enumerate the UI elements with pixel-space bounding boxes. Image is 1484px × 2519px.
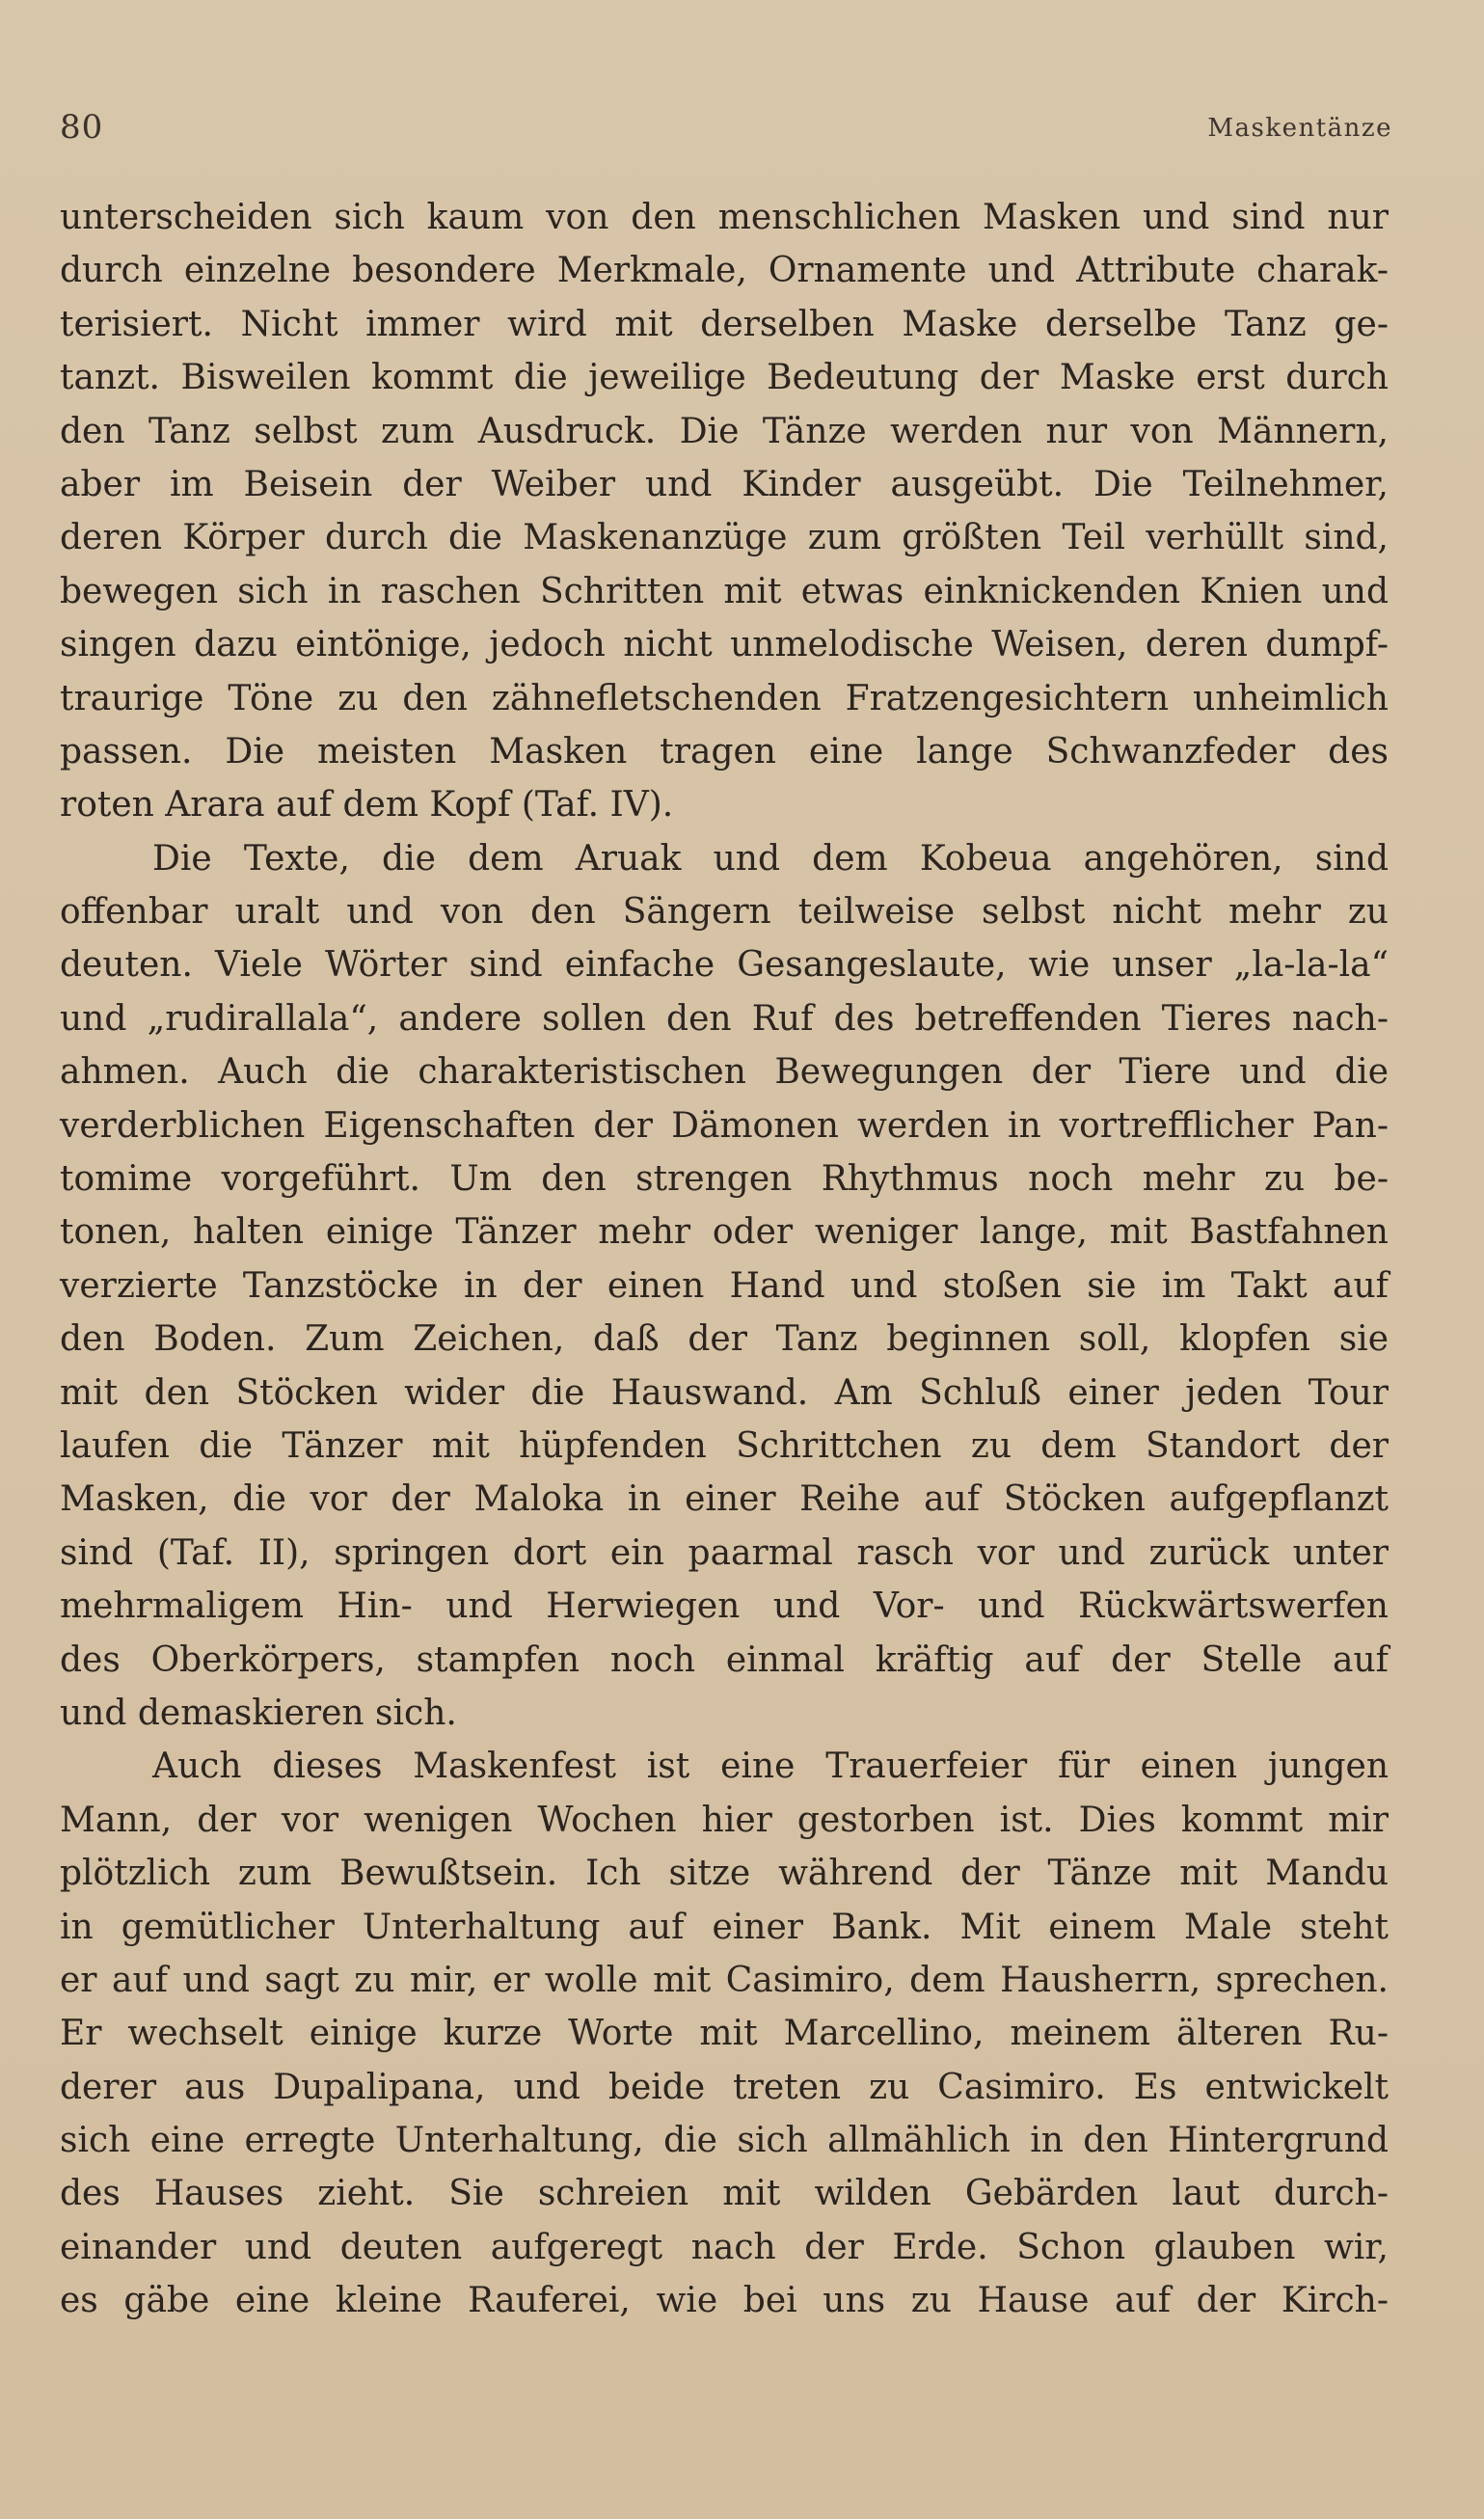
text-line: bewegen sich in raschen Schritten mit etwas einknickenden Knien und xyxy=(60,571,1389,611)
text-line: roten Arara auf dem Kopf (Taf. IV). xyxy=(60,785,674,826)
text-line: terisiert. Nicht immer wird mit derselben Maske derselbe Tanz ge- xyxy=(60,304,1389,344)
page-header xyxy=(60,108,1392,156)
text-line: passen. Die meisten Masken tragen eine lange Schwanzfeder des xyxy=(60,731,1389,772)
text-line: laufen die Tänzer mit hüpfenden Schrittchen zu dem Standort der xyxy=(60,1425,1389,1466)
text-line: tonen, halten einige Tänzer mehr oder weniger lange, mit Bastfahnen xyxy=(60,1212,1389,1253)
body-text xyxy=(60,191,1389,2328)
text-line: Masken, die vor der Maloka in einer Reihe auf Stöcken aufgepflanzt xyxy=(60,1479,1389,1520)
text-line: deuten. Viele Wörter sind einfache Gesangeslaute, wie unser „la-la-la“ xyxy=(60,945,1389,986)
text-line: des Hauses zieht. Sie schreien mit wilden Gebärden laut durch- xyxy=(60,2174,1389,2214)
text-line: singen dazu eintönige, jedoch nicht unmelodische Weisen, deren dumpf- xyxy=(60,625,1389,665)
text-line: deren Körper durch die Maskenanzüge zum größten Teil verhüllt sind, xyxy=(60,518,1389,558)
text-line: den Tanz selbst zum Ausdruck. Die Tänze werden nur von Männern, xyxy=(60,411,1389,451)
running-title: Maskentänze xyxy=(1207,114,1392,143)
page-number: 80 xyxy=(60,108,104,147)
text-line: des Oberkörpers, stampfen noch einmal kräftig auf der Stelle auf xyxy=(60,1639,1389,1680)
text-line: derer aus Dupalipana, und beide treten zu Casimiro. Es entwickelt xyxy=(60,2067,1389,2107)
text-line: Er wechselt einige kurze Worte mit Marcellino, meinem älteren Ru- xyxy=(60,2014,1389,2054)
text-line: sind (Taf. II), springen dort ein paarmal rasch vor und zurück unter xyxy=(60,1532,1389,1573)
text-line: tomime vorgeführt. Um den strengen Rhythmus noch mehr zu be- xyxy=(60,1159,1389,1200)
text-line: verzierte Tanzstöcke in der einen Hand und stoßen sie im Takt auf xyxy=(60,1265,1389,1306)
text-line: durch einzelne besondere Merkmale, Ornamente und Attribute charak- xyxy=(60,251,1389,291)
text-line: Auch dieses Maskenfest ist eine Trauerfeier für einen jungen xyxy=(152,1747,1389,1787)
text-line: traurige Töne zu den zähnefletschenden Fratzengesichtern unheimlich xyxy=(60,678,1389,718)
text-line: einander und deuten aufgeregt nach der Erde. Schon glauben wir, xyxy=(60,2227,1389,2267)
text-line: und demaskieren sich. xyxy=(60,1693,457,1733)
text-line: aber im Beisein der Weiber und Kinder ausgeübt. Die Teilnehmer, xyxy=(60,464,1389,504)
text-line: Mann, der vor wenigen Wochen hier gestorben ist. Dies kommt mir xyxy=(60,1800,1389,1840)
text-line: sich eine erregte Unterhaltung, die sich allmählich in den Hintergrund xyxy=(60,2121,1389,2161)
text-line: es gäbe eine kleine Rauferei, wie bei uns zu Hause auf der Kirch- xyxy=(60,2281,1389,2321)
text-line: unterscheiden sich kaum von den menschlichen Masken und sind nur xyxy=(60,198,1389,237)
text-line: offenbar uralt und von den Sängern teilweise selbst nicht mehr zu xyxy=(60,892,1389,933)
text-line: tanzt. Bisweilen kommt die jeweilige Bedeutung der Maske erst durch xyxy=(60,358,1389,398)
text-line: mit den Stöcken wider die Hauswand. Am Schluß einer jeden Tour xyxy=(60,1372,1389,1413)
text-line: plötzlich zum Bewußtsein. Ich sitze während der Tänze mit Mandu xyxy=(60,1854,1389,1894)
text-line: mehrmaligem Hin- und Herwiegen und Vor- und Rückwärtswerfen xyxy=(60,1586,1389,1627)
text-line: und „rudirallala“, andere sollen den Ruf des betreffenden Tieres nach- xyxy=(60,998,1389,1039)
text-line: in gemütlicher Unterhaltung auf einer Bank. Mit einem Male steht xyxy=(60,1907,1389,1947)
text-line: er auf und sagt zu mir, er wolle mit Casimiro, dem Hausherrn, sprechen. xyxy=(60,1960,1389,2000)
text-line: ahmen. Auch die charakteristischen Bewegungen der Tiere und die xyxy=(60,1052,1389,1093)
text-line: Die Texte, die dem Aruak und dem Kobeua angehören, sind xyxy=(152,838,1389,879)
text-line: verderblichen Eigenschaften der Dämonen werden in vortrefflicher Pan- xyxy=(60,1105,1389,1146)
text-line: den Boden. Zum Zeichen, daß der Tanz beginnen soll, klopfen sie xyxy=(60,1319,1389,1360)
